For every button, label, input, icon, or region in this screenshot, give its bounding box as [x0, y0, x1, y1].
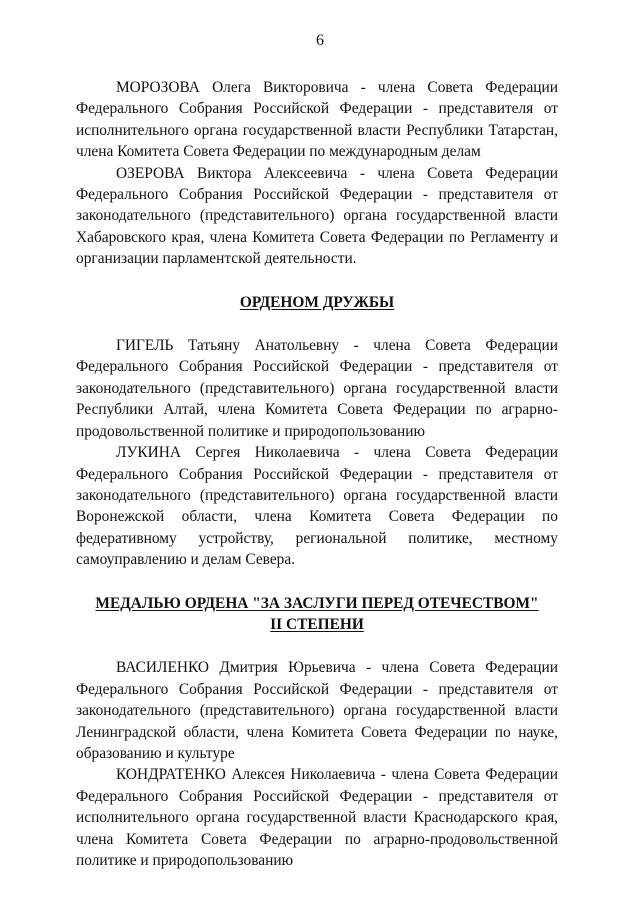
heading-medal-order-merit	[76, 593, 558, 636]
heading-line: II СТЕПЕНИ	[270, 615, 364, 633]
paragraph-lukin: ЛУКИНА Сергея Николаевича - члена Совета Федерации Федерального Собрания Российской Федерации - представителя от законодательного (представительного) органа государственной власти Воронежской области, члена Комитета Совета Федерации по федеративному устройству, региональной политике, местному самоуправлению и делам Севера.	[76, 444, 558, 569]
paragraph-morozov: МОРОЗОВА Олега Викторовича - члена Совета Федерации Федерального Собрания Российской Федерации - представителя от исполнительного органа государственной власти Республики Татарстан, члена Комитета Совета Федерации по международным делам	[76, 79, 558, 161]
paragraph-kondratenko: КОНДРАТЕНКО Алексея Николаевича - члена Совета Федерации Федерального Собрания Российской Федерации - представителя от исполнительного органа государственной власти Краснодарского края, члена Комитета Совета Федерации по аграрно-продовольственной политике и природопользованию	[76, 766, 558, 869]
paragraph-ozerov: ОЗЕРОВА Виктора Алексеевича - члена Совета Федерации Федерального Собрания Российской Федерации - представителя от законодательного (представительного) органа государственной власти Хабаровского края, члена Комитета Совета Федерации по Регламенту и организации парламентской деятельности.	[76, 164, 558, 268]
document-body	[76, 77, 558, 871]
page-number: 6	[316, 32, 324, 49]
heading-line: ОРДЕНОМ ДРУЖБЫ	[239, 293, 395, 311]
paragraph-gigel: ГИГЕЛЬ Татьяну Анатольевну - члена Совета Федерации Федерального Собрания Российской Федерации - представителя от законодательного (представительного) органа государственной власти Республики Алтай, члена Комитета Совета Федерации по аграрно-продовольственной политике и природопользованию	[76, 337, 558, 440]
heading-line: МЕДАЛЬЮ ОРДЕНА "ЗА ЗАСЛУГИ ПЕРЕД ОТЕЧЕСТВОМ"	[95, 594, 539, 612]
paragraph-vasilenko: ВАСИЛЕНКО Дмитрия Юрьевича - члена Совета Федерации Федерального Собрания Российской Федерации - представителя от законодательного (представительного) органа государственной власти Ленинградской области, члена Комитета Совета Федерации по науке, образованию и культуре	[76, 659, 558, 762]
heading-order-of-friendship	[76, 292, 558, 313]
